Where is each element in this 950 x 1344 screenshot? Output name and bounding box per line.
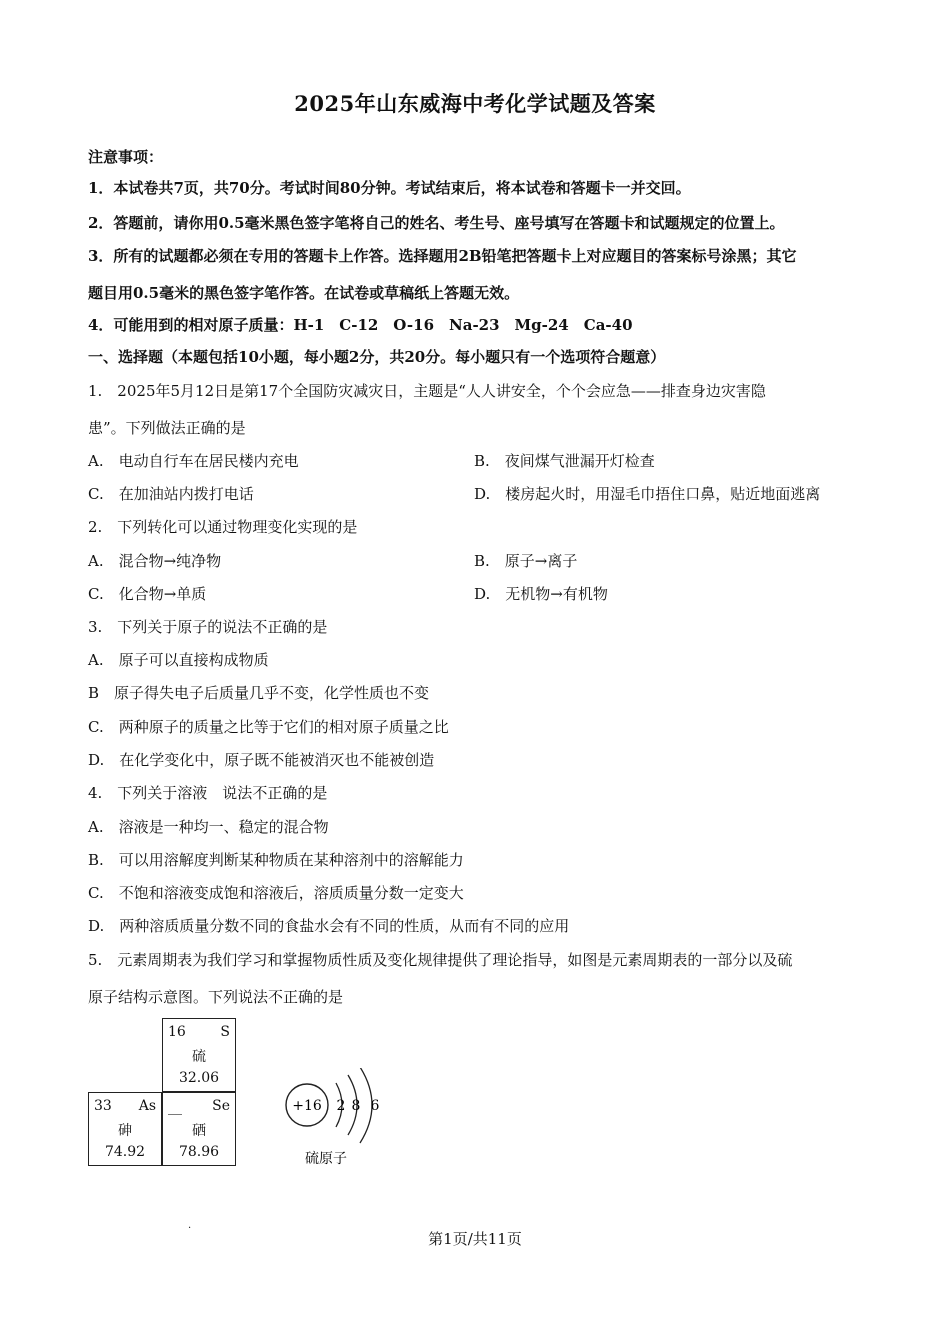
q1-option-c: C. 在加油站内拨打电话 [88,485,254,503]
q4-option-c: C. 不饱和溶液变成饱和溶液后，溶质质量分数一定变大 [88,884,464,902]
q3-option-c: C. 两种原子的质量之比等于它们的相对原子质量之比 [88,718,449,736]
shell-1-electrons: 2 [336,1098,346,1114]
element-symbol: Se [212,1098,230,1114]
q5-stem-b: 原子结构示意图。下列说法不正确的是 [88,988,344,1006]
q2-option-c: C. 化合物→单质 [88,585,207,603]
atom-caption: 硫原子 [305,1151,347,1167]
atomic-mass: 74.92 [104,1144,146,1160]
nucleus-charge: +16 [292,1098,322,1114]
atomic-number: 16 [168,1024,186,1040]
q2-option-a: A. 混合物→纯净物 [88,552,222,570]
shell-3-electrons: 6 [370,1098,380,1114]
page-footer: 第1页/共11页 [428,1230,522,1248]
q3-stem: 3. 下列关于原子的说法不正确的是 [88,618,328,636]
atomic-number-blank: ＿ [168,1101,182,1117]
note-2: 2．答题前，请你用0.5毫米黑色签字笔将自己的姓名、考生号、座号填写在答题卡和试题规定的位置上。 [88,214,785,232]
note-3b: 题目用0.5毫米的黑色签字笔作答。在试卷或草稿纸上答题无效。 [88,284,520,302]
element-cell-sulfur [162,1018,236,1092]
q3-option-b: B 原子得失电子后质量几乎不变，化学性质也不变 [88,684,430,702]
page-title: 2025年山东威海中考化学试题及答案 [294,91,656,116]
q4-option-a: A. 溶液是一种均一、稳定的混合物 [88,818,329,836]
q1-option-a: A. 电动自行车在居民楼内充电 [88,452,299,470]
q2-option-b: B. 原子→离子 [474,552,578,570]
element-name: 砷 [118,1123,132,1139]
element-name: 硒 [192,1123,206,1139]
q5-stem-a: 5. 元素周期表为我们学习和掌握物质性质及变化规律提供了理论指导，如图是元素周期表的一部分以及硫 [88,951,793,969]
q3-option-d: D. 在化学变化中，原子既不能被消灭也不能被创造 [88,751,435,769]
atomic-number: 33 [94,1098,112,1114]
periodic-table-fragment [88,1018,238,1168]
q1-stem-a: 1. 2025年5月12日是第17个全国防灾减灾日，主题是“人人讲安全，个个会应急——排查身边灾害隐 [88,382,766,400]
q2-option-d: D. 无机物→有机物 [474,585,608,603]
q4-stem: 4. 下列关于溶液 说法不正确的是 [88,784,328,802]
q3-option-a: A. 原子可以直接构成物质 [88,651,269,669]
shell-2-electrons: 8 [351,1098,361,1114]
atomic-mass: 78.96 [178,1144,220,1160]
notes-heading: 注意事项： [88,148,164,166]
section-heading: 一、选择题（本题包括10小题，每小题2分，共20分。每小题只有一个选项符合题意） [88,348,666,366]
element-cell-arsenic [88,1092,162,1166]
sulfur-atom-diagram [278,1068,398,1178]
element-symbol: S [220,1024,230,1040]
element-cell-selenium [162,1092,236,1166]
element-name: 硫 [192,1049,206,1065]
element-symbol: As [138,1098,156,1114]
q4-option-b: B. 可以用溶解度判断某种物质在某种溶剂中的溶解能力 [88,851,464,869]
note-3a: 3．所有的试题都必须在专用的答题卡上作答。选择题用2B铅笔把答题卡上对应题目的答案标号涂黑；其它 [88,247,797,265]
q2-stem: 2. 下列转化可以通过物理变化实现的是 [88,518,358,536]
q1-option-d: D. 楼房起火时，用湿毛巾捂住口鼻，贴近地面逃离 [474,485,821,503]
q1-option-b: B. 夜间煤气泄漏开灯检查 [474,452,655,470]
note-1: 1．本试卷共7页，共70分。考试时间80分钟。考试结束后，将本试卷和答题卡一并交回。 [88,179,691,197]
q1-stem-b: 患”。下列做法正确的是 [88,419,246,437]
atomic-mass: 32.06 [178,1070,220,1086]
q4-option-d: D. 两种溶质质量分数不同的食盐水会有不同的性质，从而有不同的应用 [88,917,570,935]
note-4: 4．可能用到的相对原子质量：H-1 C-12 O-16 Na-23 Mg-24 Ca-40 [88,316,633,334]
stray-dot: . [188,1220,192,1231]
